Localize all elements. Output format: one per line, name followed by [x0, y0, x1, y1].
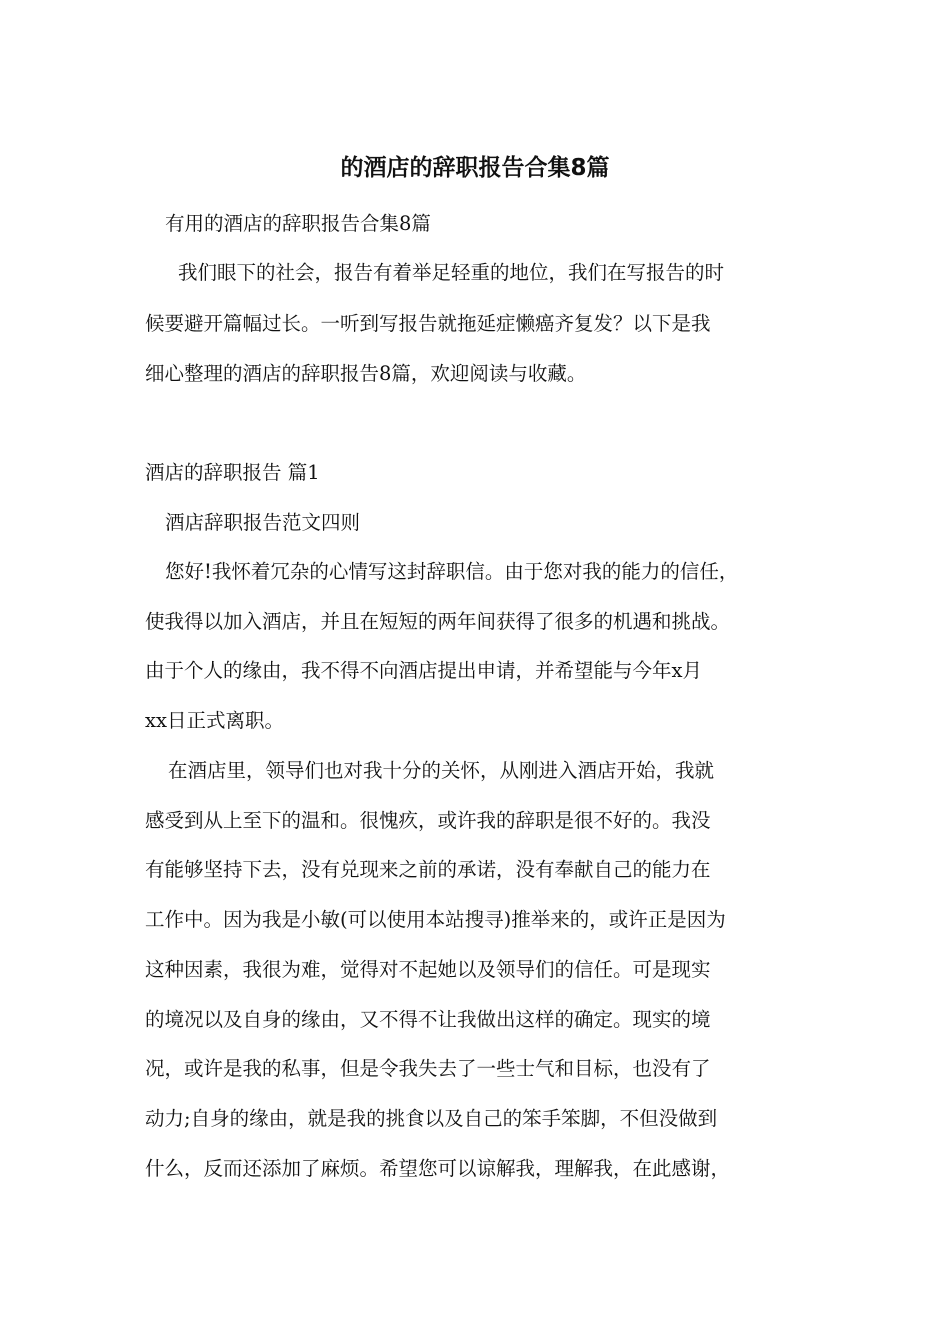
body-line: 况，或许是我的私事，但是令我失去了一些士气和目标，也没有了: [145, 1057, 711, 1080]
body-line: 的境况以及自身的缘由，又不得不让我做出这样的确定。现实的境: [145, 1008, 711, 1031]
body-line: 使我得以加入酒店，并且在短短的两年间获得了很多的机遇和挑战。: [145, 610, 731, 633]
body-line: 有能够坚持下去，没有兑现来之前的承诺，没有奉献自己的能力在: [145, 858, 711, 881]
subtitle-line: 有用的酒店的辞职报告合集8篇: [165, 212, 431, 235]
section-heading: 酒店的辞职报告 篇1: [145, 461, 320, 484]
body-line: 在酒店里，领导们也对我十分的关怀，从刚进入酒店开始，我就: [168, 759, 715, 782]
body-line: 您好!我怀着冗杂的心情写这封辞职信。由于您对我的能力的信任，: [165, 560, 739, 583]
body-line: 由于个人的缘由，我不得不向酒店提出申请，并希望能与今年x月: [145, 659, 702, 682]
intro-line: 我们眼下的社会，报告有着举足轻重的地位，我们在写报告的时: [178, 261, 725, 284]
section-subheading: 酒店辞职报告范文四则: [165, 511, 361, 534]
body-line: 什么，反而还添加了麻烦。希望您可以谅解我，理解我，在此感谢，: [145, 1157, 731, 1180]
intro-line: 细心整理的酒店的辞职报告8篇，欢迎阅读与收藏。: [145, 362, 587, 385]
body-line: 动力;自身的缘由，就是我的挑食以及自己的笨手笨脚，不但没做到: [145, 1107, 718, 1130]
body-line: 工作中。因为我是小敏(可以使用本站搜寻)推举来的，或许正是因为: [145, 908, 726, 931]
body-line: 这种因素，我很为难，觉得对不起她以及领导们的信任。可是现实: [145, 958, 711, 981]
intro-line: 候要避开篇幅过长。一听到写报告就拖延症懒癌齐复发？以下是我: [145, 312, 711, 335]
body-line: 感受到从上至下的温和。很愧疚，或许我的辞职是很不好的。我没: [145, 809, 711, 832]
body-line: xx日正式离职。: [145, 709, 284, 732]
document-title: 的酒店的辞职报告合集8篇: [340, 155, 610, 181]
